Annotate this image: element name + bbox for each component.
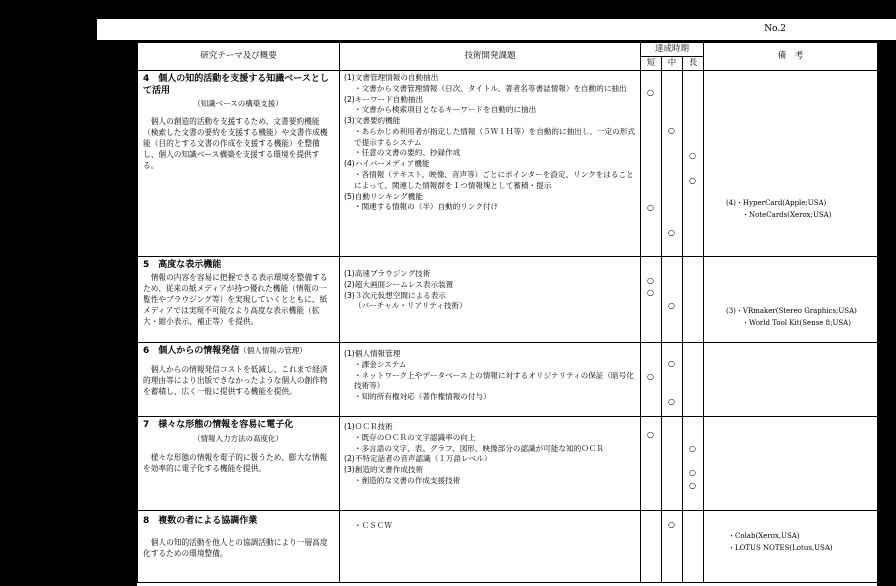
mark-circle: ○ bbox=[668, 520, 675, 529]
remark-line: (4)・HyperCard(Apple;USA) bbox=[726, 199, 827, 207]
theme-subtitle: （知識ベースの構築支援） bbox=[193, 99, 283, 109]
period-long-cell bbox=[683, 417, 704, 511]
table-row bbox=[138, 417, 878, 511]
task-line: (5)自動リンキング機能 bbox=[344, 191, 423, 201]
period-long-cell bbox=[683, 343, 704, 417]
task-line: (1)個人情報管理 bbox=[344, 349, 401, 358]
page-number: No.2 bbox=[764, 24, 786, 34]
theme-desc: 個人の知的活動を他人との協調活動により一層高度化するための環境整備。 bbox=[143, 537, 328, 558]
period-mid-cell bbox=[662, 417, 683, 511]
task-line: (3)創造的文書作成技術 bbox=[344, 465, 424, 475]
theme-subtitle: （情報入力方法の高度化） bbox=[193, 433, 283, 443]
mark-circle: ○ bbox=[647, 288, 654, 297]
theme-desc: 情報の内容を容易に把握できる表示環境を整備するため、従来の紙メディアが持つ優れた機能（情報の一覧性やブラウジング等）を実現していくとともに、紙メディアでは実現不可能なより高度な表示機能（拡大・縮小表示、補正等）を提供。 bbox=[143, 272, 328, 327]
header-remarks: 備 考 bbox=[704, 43, 878, 71]
remarks-cell bbox=[704, 71, 878, 257]
theme-title: 7 様々な形態の情報を容易に電子化 bbox=[143, 420, 294, 430]
remark-line: ・Colab(Xerox,USA) bbox=[728, 532, 800, 540]
remarks-cell bbox=[704, 343, 878, 417]
remark-line: ・World Tool Kit(Sense 8;USA) bbox=[742, 319, 851, 327]
period-short-cell bbox=[641, 257, 662, 343]
mark-circle: ○ bbox=[689, 481, 696, 490]
task-line: (3)３次元仮想空間による表示 bbox=[344, 290, 446, 300]
theme-title: 8 複数の者による協調作業 bbox=[143, 516, 258, 526]
task-line: (2)超大画面シームレス表示装置 bbox=[344, 279, 454, 289]
period-mid-cell bbox=[662, 257, 683, 343]
task-line: （バーチャル・リアリティ技術） bbox=[354, 301, 467, 311]
period-short-cell bbox=[641, 417, 662, 511]
task-line: ・各情報（テキスト、映像、音声等）ごとにポインターを設定、リンクをはることによって、関連した情報群を１つ情報塊として蓄積・提示 bbox=[354, 170, 634, 190]
mark-circle: ○ bbox=[668, 359, 675, 368]
tech-cell bbox=[340, 71, 641, 257]
theme-title bbox=[143, 346, 333, 358]
task-line: ・知的所有権対応（著作権情報の付与） bbox=[354, 392, 491, 402]
table-row bbox=[138, 343, 878, 417]
header-period: 達成時期 bbox=[641, 43, 704, 57]
theme-desc: 様々な形態の情報を電子的に扱うため、膨大な情報を効率的に電子化する機能を提供。 bbox=[143, 452, 328, 473]
period-mid-cell bbox=[662, 343, 683, 417]
tech-cell bbox=[340, 257, 641, 343]
task-line: (4)ハイパーメディア機能 bbox=[344, 159, 430, 169]
theme-cell bbox=[138, 417, 340, 511]
task-line: (2)不特定話者の音声認識（１万語レベル） bbox=[344, 454, 492, 464]
research-table bbox=[137, 42, 878, 583]
mark-circle: ○ bbox=[668, 397, 675, 406]
theme-cell bbox=[138, 257, 340, 343]
theme-desc: 個人からの情報発信コストを低減し、これまで経済的理由等により出版できなかったような個人の創作物を蓄積し、広く一般に提供する機能を提供。 bbox=[143, 364, 328, 396]
remark-line: (3)・VRmaker(Stereo Graphics;USA) bbox=[726, 307, 857, 315]
header-bar bbox=[97, 19, 896, 40]
header-theme: 研究テーマ及び概要 bbox=[138, 43, 340, 71]
mark-circle: ○ bbox=[689, 151, 696, 160]
period-mid-cell bbox=[662, 71, 683, 257]
mark-circle: ○ bbox=[668, 301, 675, 310]
task-line: ・文書から検索項目となるキーワードを自動的に抽出 bbox=[354, 105, 537, 115]
document-sheet bbox=[137, 42, 877, 586]
task-line: (1)文書管理情報の自動抽出 bbox=[344, 73, 439, 82]
mark-circle: ○ bbox=[647, 372, 654, 381]
remarks-cell bbox=[704, 257, 878, 343]
mark-circle: ○ bbox=[668, 228, 675, 237]
task-line: ・創造的な文書の作成支援技術 bbox=[354, 475, 461, 485]
theme-desc: 個人の創造的活動を支援するため、文書要約機能（検索した文書の要約を支援する機能）や文書作成機能（目的とする文書の作成を支援する機能）を整備し、個人の知識ベース構築を支援する環境を提供する。 bbox=[143, 116, 328, 171]
mark-circle: ○ bbox=[647, 430, 654, 439]
task-line: (1)高速ブラウジング技術 bbox=[344, 269, 431, 278]
period-long-cell bbox=[683, 511, 704, 583]
remark-line: ・NoteCards(Xerox;USA) bbox=[742, 211, 832, 219]
period-mid-cell bbox=[662, 511, 683, 583]
remarks-cell bbox=[704, 417, 878, 511]
theme-cell bbox=[138, 343, 340, 417]
tech-cell bbox=[340, 343, 641, 417]
task-line: (1)ＯＣＲ技術 bbox=[344, 422, 393, 431]
period-short-cell bbox=[641, 71, 662, 257]
table-row bbox=[138, 71, 878, 257]
task-line: ・関連する情報の（半）自動的リンク付け bbox=[354, 202, 499, 212]
task-line: ・あらかじめ利用者が指定した情報（５Ｗ１Ｈ等）を自動的に抽出し、一定の形式で提示するシステム bbox=[354, 126, 635, 147]
header-tech: 技術開発課題 bbox=[340, 43, 641, 71]
period-long-cell bbox=[683, 71, 704, 257]
task-line: ・文書から文書管理情報（日次、タイトル、著者名等書誌情報）を自動的に抽出 bbox=[354, 83, 627, 93]
mark-circle: ○ bbox=[689, 468, 696, 477]
task-line: ・ネットワーク上やデータベース上の情報に対するオリジナリティの保証（暗号化技術等） bbox=[354, 370, 634, 391]
theme-title-note: （個人情報の管理） bbox=[239, 346, 307, 355]
task-line: (3)文書要約機能 bbox=[344, 116, 401, 126]
mark-circle: ○ bbox=[689, 176, 696, 185]
remark-line: ・LOTUS NOTES(Lotus,USA) bbox=[728, 544, 833, 552]
task-line: ・既存のＯＣＲの文字認識率の向上 bbox=[354, 432, 476, 442]
tech-cell bbox=[340, 511, 641, 583]
period-short-cell bbox=[641, 343, 662, 417]
mark-circle: ○ bbox=[689, 444, 696, 453]
theme-cell bbox=[138, 511, 340, 583]
period-short-cell bbox=[641, 511, 662, 583]
task-line: ・多言語の文字、表、グラフ、図形、映像部分の認識が可能な知的ＯＣＲ bbox=[354, 443, 604, 453]
header-short: 短 bbox=[641, 57, 662, 71]
table-row bbox=[138, 511, 878, 583]
remarks-cell bbox=[704, 511, 878, 583]
theme-title: 4 個人の知的活動を支援する知識ベースとして活用 bbox=[143, 74, 329, 96]
task-line: (2)キーワード自動抽出 bbox=[344, 94, 424, 104]
task-line: ・課金システム bbox=[354, 359, 407, 369]
period-long-cell bbox=[683, 257, 704, 343]
table-row bbox=[138, 257, 878, 343]
mark-circle: ○ bbox=[647, 203, 654, 212]
mark-circle: ○ bbox=[647, 276, 654, 285]
theme-title: 5 高度な表示機能 bbox=[143, 260, 222, 270]
header-long: 長 bbox=[683, 57, 704, 71]
tech-cell bbox=[340, 417, 641, 511]
theme-cell bbox=[138, 71, 340, 257]
mark-circle: ○ bbox=[668, 126, 675, 135]
task-line: ・ＣＳＣＷ bbox=[354, 521, 392, 530]
mark-circle: ○ bbox=[647, 88, 654, 97]
theme-title-main: 6 個人からの情報発信 bbox=[143, 346, 240, 356]
task-line: ・任意の文書の要約、抄録作成 bbox=[354, 148, 461, 158]
header-mid: 中 bbox=[662, 57, 683, 71]
